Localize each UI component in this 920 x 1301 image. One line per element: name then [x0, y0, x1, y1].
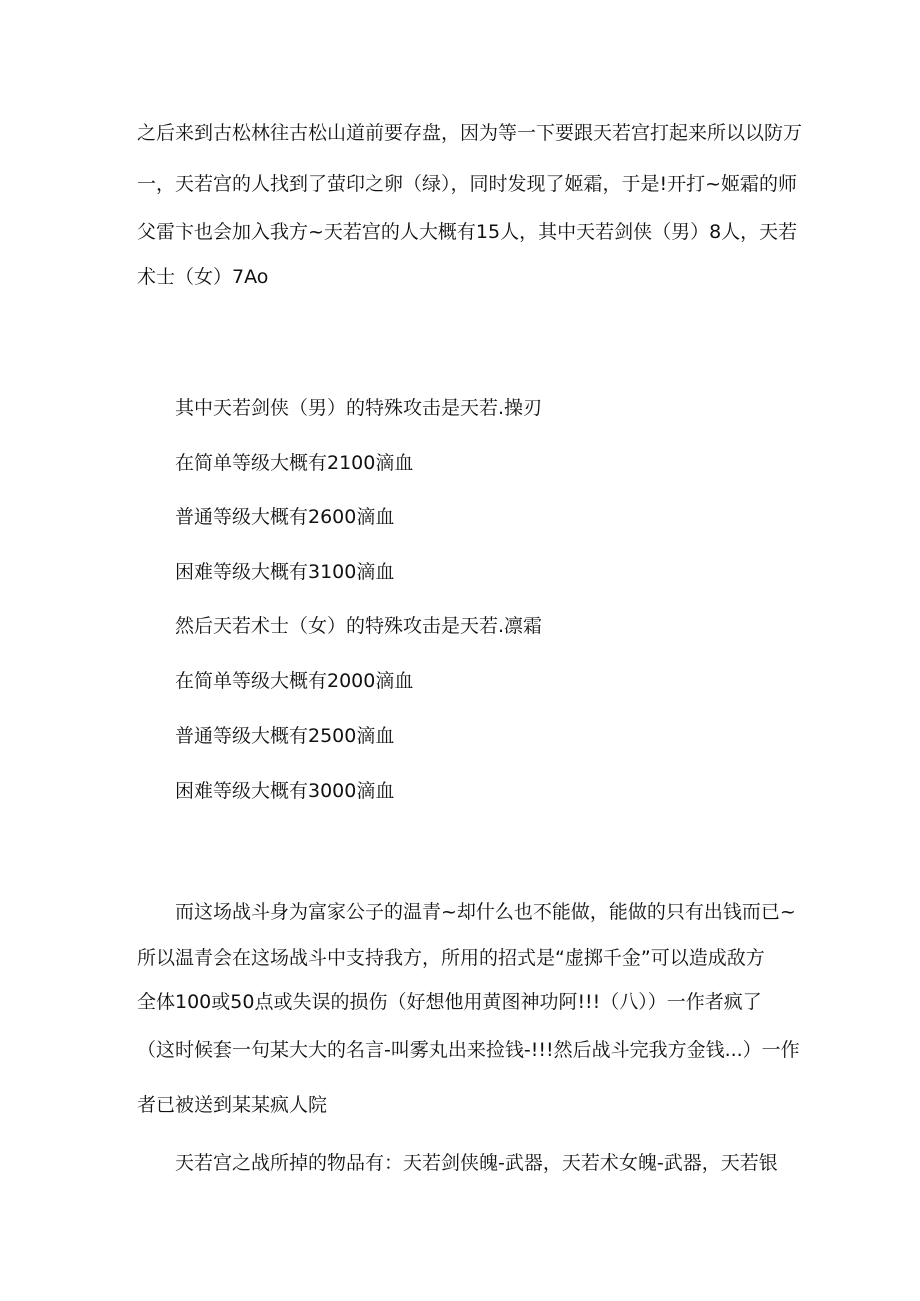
list-item: 困难等级大概有3100滴血 [175, 561, 395, 583]
paragraph-line: 而这场战斗身为富家公子的温青~却什么也不能做，能做的只有出钱而已~ [175, 901, 796, 923]
paragraph-line: （这时候套一句某大大的名言-叫雾丸出来捡钱-!!!然后战斗完我方金钱...）一作 [137, 1039, 800, 1061]
list-item: 困难等级大概有3000滴血 [175, 780, 395, 802]
list-item: 在简单等级大概有2100滴血 [175, 452, 414, 474]
paragraph-line: 全体100或50点或失误的损伤（好想他用黄图神功阿!!!（八））一作者疯了 [137, 991, 762, 1013]
list-item: 普通等级大概有2600滴血 [175, 506, 395, 528]
paragraph-line: 术士（女）7Ao [137, 266, 269, 288]
paragraph-line: 者已被送到某某疯人院 [137, 1094, 328, 1116]
list-item: 然后天若术士（女）的特殊攻击是天若.凛霜 [175, 615, 543, 637]
list-item: 其中天若剑侠（男）的特殊攻击是天若.操刃 [175, 397, 543, 419]
paragraph-line: 父雷卞也会加入我方~天若宫的人大概有15人，其中天若剑侠（男）8人，天若 [137, 221, 798, 243]
paragraph-line: 一，天若宫的人找到了萤印之卵（绿），同时发现了姬霜，于是!开打~姬霜的师 [137, 173, 798, 195]
paragraph-line: 所以温青会在这场战斗中支持我方，所用的招式是“虚掷千金”可以造成敌方 [137, 947, 765, 969]
list-item: 在简单等级大概有2000滴血 [175, 670, 414, 692]
list-item: 普通等级大概有2500滴血 [175, 725, 395, 747]
paragraph-line: 之后来到古松林往古松山道前要存盘，因为等一下要跟天若宫打起来所以以防万 [137, 122, 803, 144]
paragraph-line: 天若宫之战所掉的物品有：天若剑侠魄-武器，天若术女魄-武器，天若银 [175, 1152, 778, 1174]
